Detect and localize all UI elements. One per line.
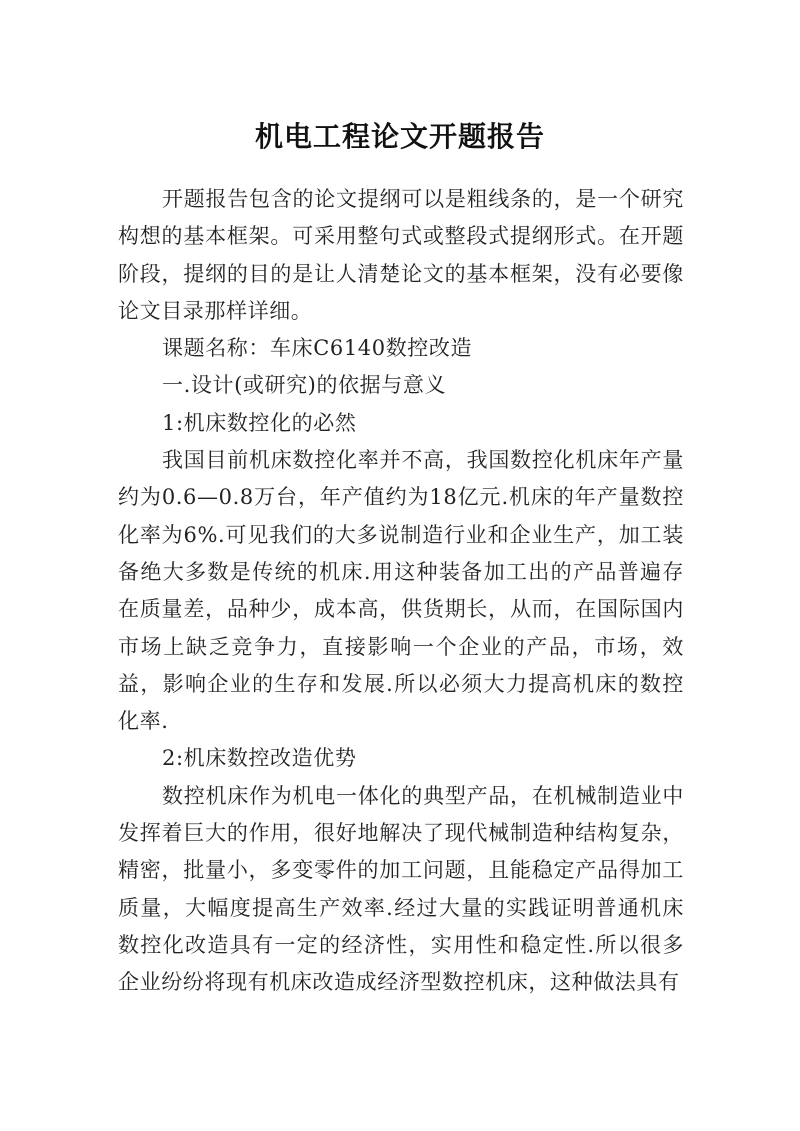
document-title: 机电工程论文开题报告 <box>254 119 545 153</box>
document-body <box>118 181 684 1002</box>
body-paragraph: 我国目前机床数控化率并不高，我国数控化机床年产量约为0.6—0.8万台，年产值约为18亿元.机床的年产量数控化率为6%.可见我们的大多说制造行业和企业生产，加工装备绝大多数是传统的机床.用这种装备加工出的产品普遍存在质量差，品种少，成本高，供货期长，从而，在国际国内市场上缺乏竞争力，直接影响一个企业的产品，市场，效益，影响企业的生存和发展.所以必须大力提高机床的数控化率. <box>118 448 684 734</box>
body-paragraph: 数控机床作为机电一体化的典型产品，在机械制造业中发挥着巨大的作用，很好地解决了现代械制造种结构复杂，精密，批量小，多变零件的加工问题，且能稳定产品得加工质量，大幅度提高生产效率.经过大量的实践证明普通机床数控化改造具有一定的经济性，实用性和稳定性.所以很多企业纷纷将现有机床改造成经济型数控机床，这种做法具有 <box>118 783 684 995</box>
intro-paragraph: 开题报告包含的论文提纲可以是粗线条的，是一个研究构想的基本框架。可采用整句式或整段式提纲形式。在开题阶段，提纲的目的是让人清楚论文的基本框架，没有必要像论文目录那样详细。 <box>118 187 684 323</box>
subsection-heading: 1:机床数控化的必然 <box>162 410 357 435</box>
topic-name-line: 课题名称：车床C6140数控改造 <box>162 336 473 361</box>
section-heading: 一.设计(或研究)的依据与意义 <box>162 373 447 398</box>
subsection-heading: 2:机床数控改造优势 <box>162 746 357 771</box>
